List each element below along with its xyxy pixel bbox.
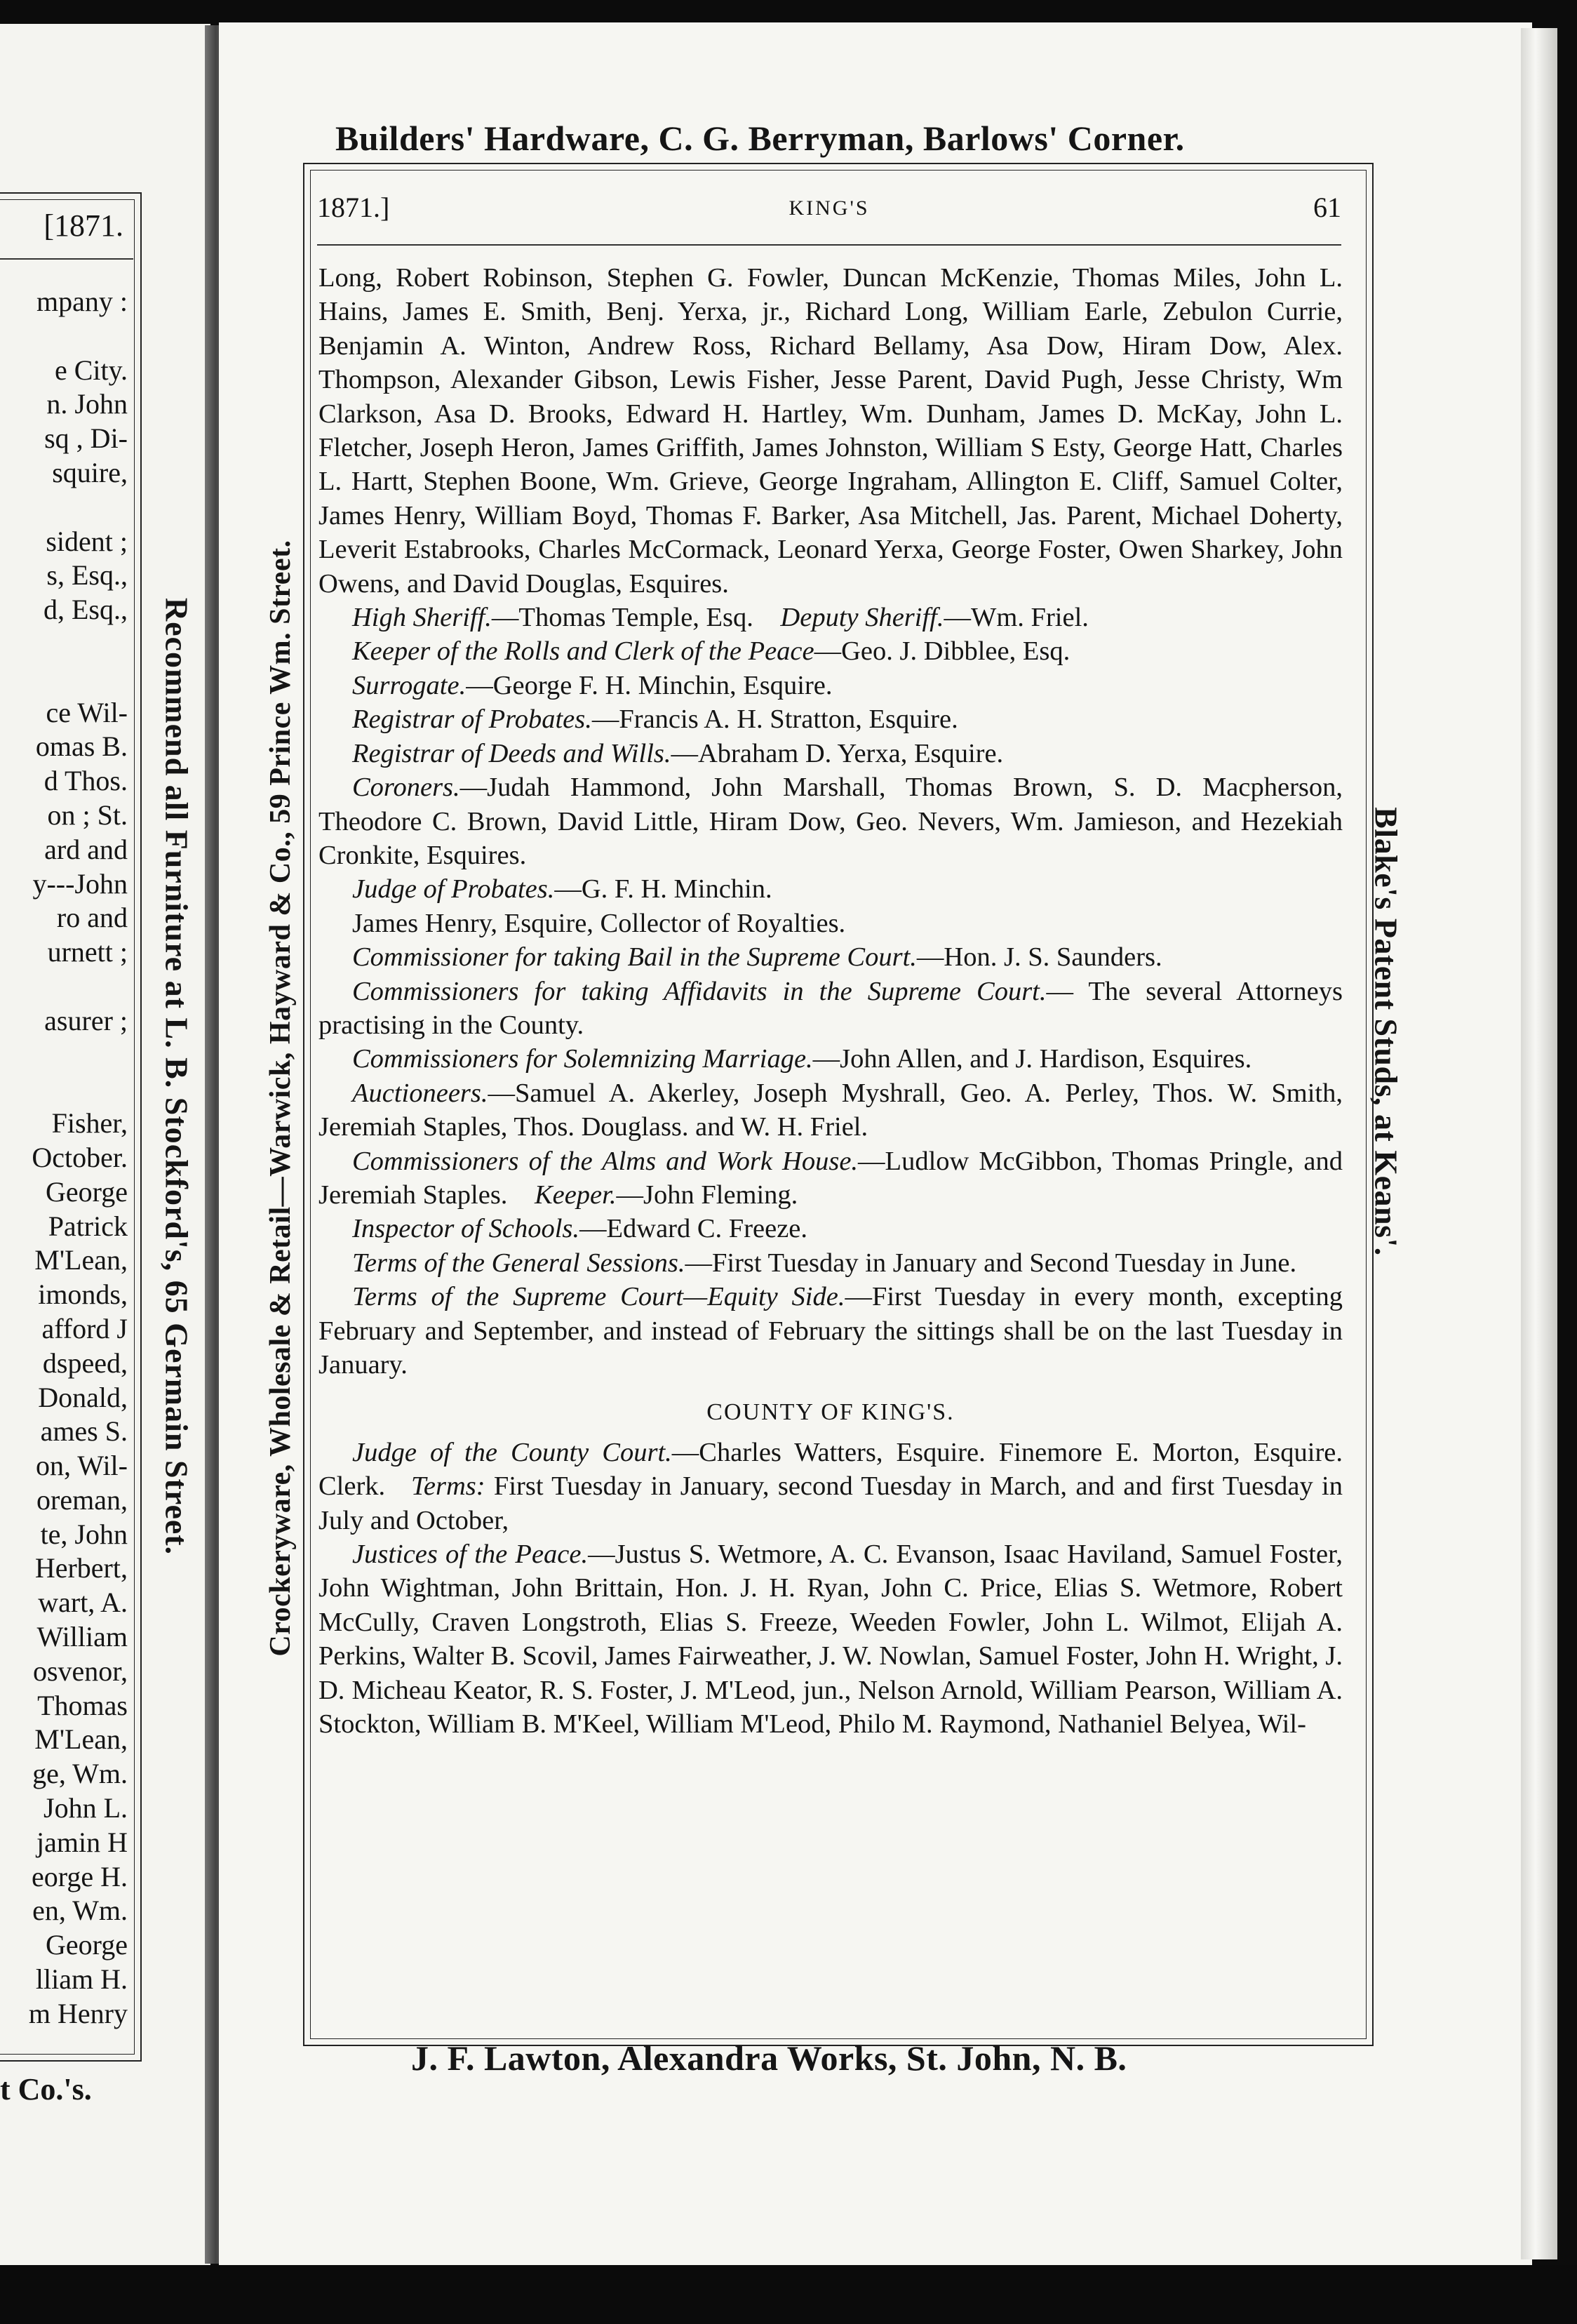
sheriff-label: High Sheriff. <box>352 603 492 633</box>
left-page-line: mpany : <box>36 286 128 317</box>
left-page-line: ce Wil- <box>46 696 128 728</box>
paragraph-auctioneers <box>318 1076 1343 1144</box>
page-number: 61 <box>1313 192 1341 223</box>
surrogate-text: —George F. H. Minchin, Esquire. <box>466 670 833 700</box>
surrogate-label: Surrogate. <box>352 670 467 700</box>
probates-text: —Francis A. H. Stratton, Esquire. <box>591 704 958 735</box>
keeper-label: Keeper. <box>534 1180 617 1210</box>
left-page-line: sident ; <box>46 525 128 557</box>
left-page-line: oreman, <box>36 1483 128 1516</box>
auctioneers-label: Auctioneers. <box>352 1078 488 1108</box>
deeds-text: —Abraham D. Yerxa, Esquire. <box>671 738 1004 768</box>
left-page-line: October. <box>32 1141 128 1173</box>
paragraph-royalties: James Henry, Esquire, Collector of Royalties. <box>352 908 846 938</box>
bail-text: —Hon. J. S. Saunders. <box>916 942 1162 973</box>
left-page-text <box>0 285 128 2031</box>
left-page-line: George <box>46 1929 128 1961</box>
paragraph-sheriff <box>318 601 1343 634</box>
schools-text: —Edward C. Freeze. <box>579 1214 807 1244</box>
left-page-line: wart, A. <box>38 1587 128 1619</box>
justices-text: —Justus S. Wetmore, A. C. Evanson, Isaac Haviland, Samuel Foster, John Wightman, John Brittain, Hon. J. H. Ryan, John C. Price, Elias S. Wetmore, Robert McCully, Craven Longstroth, Elias S. Freeze, Weeden Fowler, John L. Wilmot, Elijah A. Perkins, Walter B. Scovil, James Fairweather, J. W. Nowlan, Samuel Foster, John H. Wright, J. D. Micheau Keator, R. S. Foster, J. M'Leod, jun., Nelson Arnold, William Pearson, William A. Stockton, William B. M'Keel, William M'Leod, Philo M. Raymond, Nathaniel Belyea, Wil- <box>318 1540 1343 1739</box>
header-title: KING'S <box>788 196 870 220</box>
page-body <box>318 261 1343 1741</box>
left-page-line: ge, Wm. <box>32 1758 128 1790</box>
bottom-advertisement: J. F. Lawton, Alexandra Works, St. John, N. B. <box>411 2038 1127 2078</box>
left-page-line <box>0 662 128 696</box>
paragraph-surrogate <box>318 669 1343 702</box>
left-page-line: d Thos. <box>43 765 128 797</box>
left-page-line: m Henry <box>28 1997 128 2029</box>
left-page-line: dspeed, <box>42 1347 128 1379</box>
justices-label: Justices of the Peace. <box>352 1540 589 1570</box>
paragraph-probates-registrar <box>318 702 1343 736</box>
coroners-label: Coroners. <box>352 773 460 803</box>
left-page-line: Donald, <box>38 1381 128 1413</box>
left-page-line: y---John <box>32 867 128 900</box>
left-page-line: on ; St. <box>47 799 128 831</box>
left-page-rule <box>0 258 133 260</box>
paragraph-magistrates-list: Long, Robert Robinson, Stephen G. Fowler, Duncan McKenzie, Thomas Miles, John L. Hains, James E. Smith, Benj. Yerxa, jr., Richard Long, William Earle, Zebulon Currie, Benjamin A. Winton, Andrew Ross, Richard Bellamy, Asa Dow, Hiram Dow, Alex. Thompson, Alexander Gibson, Lewis Fisher, Jesse Parent, David Pugh, Jesse Christy, Wm Clarkson, Asa D. Brooks, Edward H. Hartley, Wm. Dunham, James D. McKay, John L. Fletcher, Joseph Heron, James Griffith, James Johnston, William S Esty, George Hatt, Charles L. Hartt, Stephen Boone, Wm. Grieve, George Ingraham, Allington E. Cliff, Samuel Colter, James Henry, William Boyd, Thomas F. Barker, Asa Mitchell, Jas. Parent, Michael Doherty, Leverit Estabrooks, Charles McCormack, Leonard Yerxa, George Foster, Owen Sharkey, John Owens, and David Douglas, Esquires. <box>318 263 1343 599</box>
left-page-line <box>0 319 128 354</box>
left-page-line: afford J <box>41 1312 128 1344</box>
left-page-line: M'Lean, <box>34 1723 128 1756</box>
left-page-line: s, Esq., <box>46 559 128 592</box>
sheriff-text: —Thomas Temple, Esq. <box>491 603 753 633</box>
judge-probates-label: Judge of Probates. <box>352 874 555 904</box>
affidavits-text: — The several Attorneys practising in the County. <box>318 976 1343 1040</box>
paragraph-schools <box>318 1212 1343 1246</box>
left-page-line: ro and <box>56 902 128 934</box>
top-advertisement: Builders' Hardware, C. G. Berryman, Barlows' Corner. <box>335 119 1185 158</box>
paragraph-judge-probates <box>318 872 1343 906</box>
paragraph-equity <box>318 1280 1343 1382</box>
left-page <box>0 24 210 2266</box>
header-year: 1871.] <box>317 192 390 223</box>
paragraph-general-sessions <box>318 1246 1343 1280</box>
left-page-line: e City. <box>54 354 128 386</box>
sessions-label: Terms of the General Sessions. <box>352 1248 685 1278</box>
left-page-line: d, Esq., <box>43 594 128 626</box>
left-page-line: imonds, <box>38 1278 128 1311</box>
left-page-line <box>0 627 128 662</box>
county-judge-label: Judge of the County Court. <box>352 1437 672 1467</box>
left-page-line <box>0 490 128 525</box>
probates-label: Registrar of Probates. <box>352 704 592 735</box>
marriage-text: —John Allen, and J. Hardison, Esquires. <box>812 1044 1252 1074</box>
keeper-text: —John Fleming. <box>616 1180 798 1210</box>
paragraph-rolls <box>318 634 1343 668</box>
rolls-label: Keeper of the Rolls and Clerk of the Peace <box>352 636 814 667</box>
paragraph-alms-house <box>318 1144 1343 1213</box>
scan-background <box>0 2265 1577 2324</box>
left-page-line <box>0 1039 128 1073</box>
left-page-line: Thomas <box>37 1689 128 1721</box>
left-vertical-advertisement: Crockeryware, Wholesale & Retail—Warwick, Hayward & Co., 59 Prince Wm. Street. <box>264 540 297 1657</box>
deeds-label: Registrar of Deeds and Wills. <box>352 738 671 768</box>
auctioneers-text: —Samuel A. Akerley, Joseph Myshrall, Geo. A. Perley, Thos. W. Smith, Jeremiah Staples, Thos. Douglass. and W. H. Friel. <box>318 1078 1343 1142</box>
left-page-line <box>0 1072 128 1107</box>
left-page-line: squire, <box>52 456 128 488</box>
left-page-vertical-ad: Recommend all Furniture at L. B. Stockford's, 65 Germain Street. <box>159 597 195 1556</box>
running-header <box>317 191 1341 230</box>
left-page-line: Patrick <box>48 1210 128 1242</box>
paragraph-affidavits <box>318 975 1343 1043</box>
sessions-text: —First Tuesday in January and Second Tuesday in June. <box>685 1248 1297 1278</box>
left-page-bottom-ad: t Co.'s. <box>0 2072 92 2106</box>
left-page-line <box>0 970 128 1004</box>
left-page-line: William <box>36 1621 128 1653</box>
alms-text: —Ludlow McGibbon, Thomas Pringle, and Jeremiah Staples. <box>318 1146 1343 1210</box>
paragraph-coroners <box>318 770 1343 872</box>
coroners-text: —Judah Hammond, John Marshall, Thomas Brown, S. D. Macpherson, Theodore C. Brown, David Little, Hiram Dow, Geo. Nevers, Wm. Jamieson, and Hezekiah Cronkite, Esquires. <box>318 773 1343 870</box>
left-page-line: sq , Di- <box>44 422 128 455</box>
left-page-line: on, Wil- <box>36 1450 128 1482</box>
left-page-line: n. John <box>46 388 128 420</box>
county-judge-text: —Charles Watters, Esquire. Finemore E. Morton, Esquire. Clerk. <box>318 1437 1343 1502</box>
left-page-line: John L. <box>43 1792 128 1824</box>
left-page-line: urnett ; <box>47 936 128 968</box>
left-page-line: ard and <box>44 833 128 865</box>
header-rule <box>317 244 1341 246</box>
left-page-line: jamin H <box>36 1826 128 1858</box>
deputy-sheriff-label: Deputy Sheriff. <box>780 603 944 633</box>
paragraph-bail <box>318 940 1343 974</box>
bail-label: Commissioner for taking Bail in the Supreme Court. <box>352 942 917 973</box>
county-terms-label: Terms: <box>411 1471 485 1502</box>
left-page-line: omas B. <box>35 730 128 763</box>
alms-label: Commissioners of the Alms and Work House. <box>352 1146 859 1176</box>
marriage-label: Commissioners for Solemnizing Marriage. <box>352 1044 813 1074</box>
paragraph-deeds-registrar <box>318 737 1343 770</box>
left-page-line: Fisher, <box>51 1107 128 1140</box>
left-page-line: lliam H. <box>35 1963 128 1996</box>
left-page-line: ames S. <box>40 1415 128 1448</box>
page-edges <box>1521 28 1557 2259</box>
paragraph-marriage <box>318 1042 1343 1076</box>
county-terms-text: First Tuesday in January, second Tuesday in March, and and first Tuesday in July and October, <box>318 1471 1343 1535</box>
left-page-line: Herbert, <box>34 1552 128 1584</box>
left-page-year: [1871. <box>43 208 123 243</box>
left-page-line: te, John <box>40 1518 128 1550</box>
paragraph-county-judge <box>318 1436 1343 1537</box>
judge-probates-text: —G. F. H. Minchin. <box>554 874 772 904</box>
county-heading: COUNTY OF KING'S. <box>706 1399 955 1426</box>
right-vertical-advertisement: Blake's Patent Studs, at Keans'. <box>1368 807 1404 1256</box>
left-page-line: George <box>46 1175 128 1208</box>
equity-label: Terms of the Supreme Court—Equity Side. <box>352 1282 845 1312</box>
affidavits-label: Commissioners for taking Affidavits in the Supreme Court. <box>352 976 1047 1006</box>
equity-text: —First Tuesday in every month, excepting February and September, and instead of February the sittings shall be on the last Tuesday in January. <box>318 1282 1343 1380</box>
left-page-line: eorge H. <box>32 1860 128 1892</box>
rolls-text: —Geo. J. Dibblee, Esq. <box>814 636 1071 667</box>
deputy-sheriff-text: —Wm. Friel. <box>944 603 1089 633</box>
paragraph-justices <box>318 1537 1343 1741</box>
left-page-line: M'Lean, <box>34 1244 128 1276</box>
left-page-line: osvenor, <box>32 1655 128 1687</box>
left-page-line: en, Wm. <box>32 1895 128 1927</box>
schools-label: Inspector of Schools. <box>352 1214 579 1244</box>
left-page-frame <box>0 192 142 2062</box>
left-page-line: asurer ; <box>44 1004 128 1036</box>
